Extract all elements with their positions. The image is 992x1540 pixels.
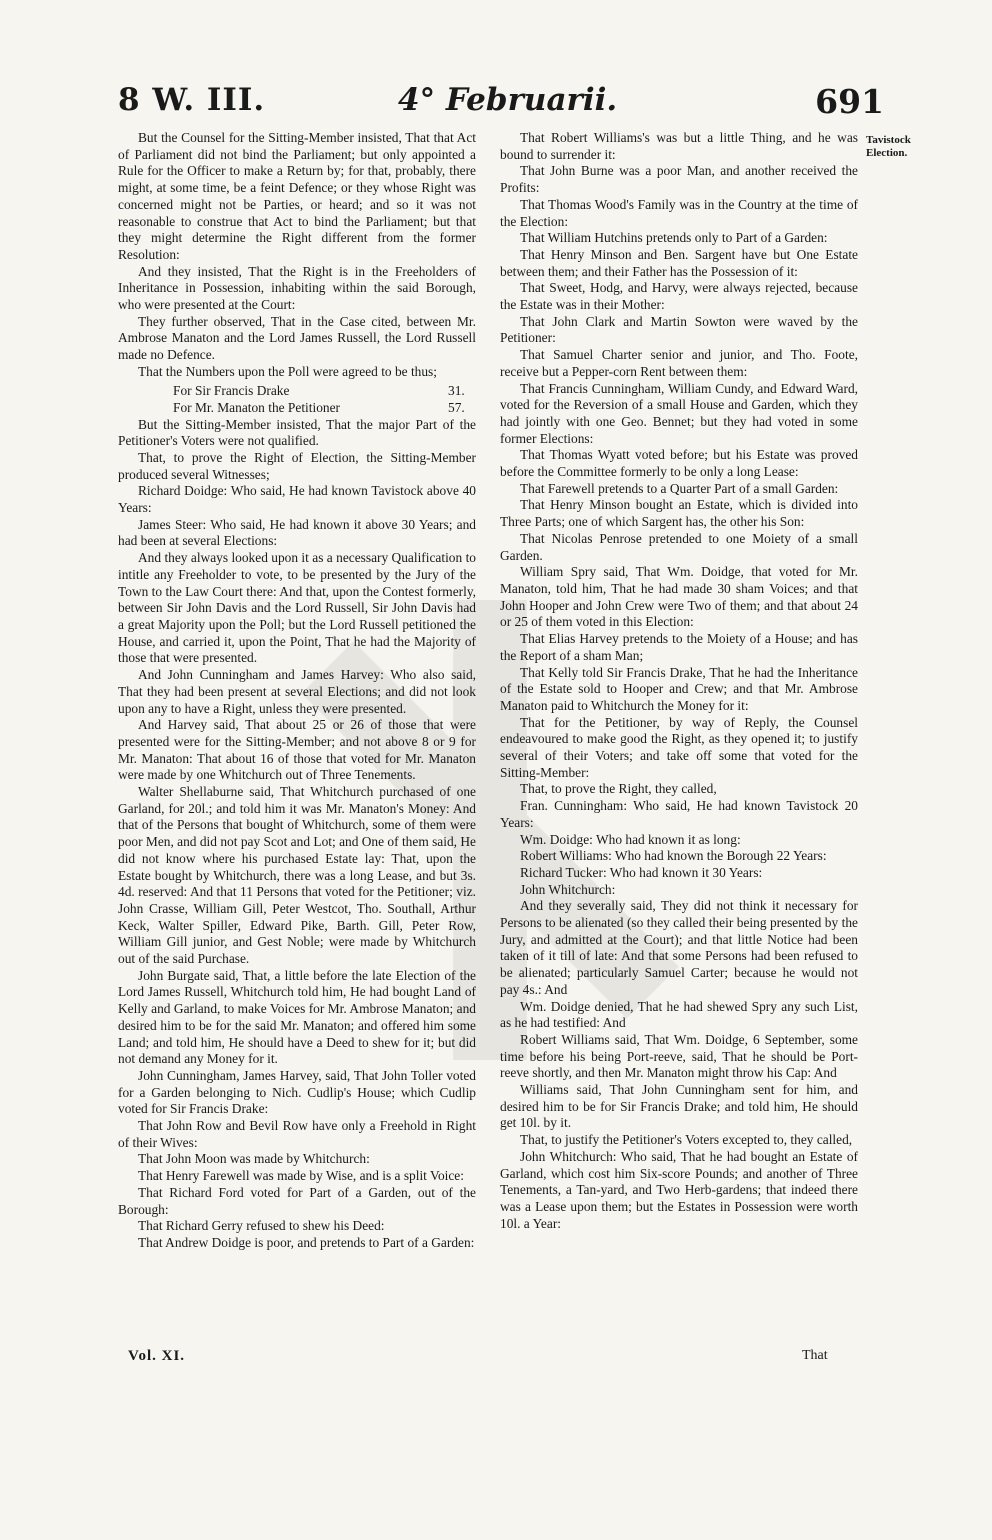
poll-row [118, 383, 476, 400]
date-heading: 4° Februarii. [398, 82, 618, 118]
poll-table [118, 383, 476, 417]
paragraph: That Samuel Charter senior and junior, and Tho. Foote, receive but a Pepper-corn Rent between them: [500, 347, 858, 379]
paragraph: That Andrew Doidge is poor, and pretends to Part of a Garden: [138, 1235, 475, 1250]
paragraph: That Francis Cunningham, William Cundy, and Edward Ward, voted for the Reversion of a small House and Garden, which they had jointly with one Geo. Bennet; but they had voted in some former Elections: [500, 380, 858, 446]
paragraph: That Richard Ford voted for Part of a Garden, out of the Borough: [118, 1184, 476, 1217]
paragraph: They further observed, That in the Case cited, between Mr. Ambrose Manaton and the Lord James Russell, the Lord Russell made no Defence. [118, 313, 476, 363]
paragraph: That, to justify the Petitioner's Voters excepted to, they called, [520, 1132, 853, 1148]
paragraph: That John Burne was a poor Man, and another received the Profits: [500, 163, 858, 196]
paragraph: That, to prove the Right of Election, the Sitting-Member produced several Witnesses; [118, 449, 476, 482]
paragraph: That Henry Minson bought an Estate, which is divided into Three Parts; one of which Sargent has, the other his Son: [500, 497, 858, 530]
paragraph: That Nicolas Penrose pretended to one Moiety of a small Garden. [500, 530, 858, 563]
paragraph: That Richard Gerry refused to shew his Deed: [138, 1218, 385, 1234]
paragraph: That Henry Minson and Ben. Sargent have but One Estate between them; and their Father has the Possession of it: [500, 246, 858, 279]
paragraph: John Burgate said, That, a little before the late Election of the Lord James Russell, Whitchurch told him, He had bought Land of Kelly and Garland, to make Voices for Mr. Ambrose Manaton; and desired him to be for the said Mr. Manaton; and offered him some Land; and told him, He should have a Deed to shew for it; but did not demand any Money for it. [118, 967, 476, 1067]
paragraph: And they severally said, They did not think it necessary for Persons to be alienated (so they called their being presented by the Jury, and admitted at the Court); and that little Notice had been taken of it till of late: And that some Persons had been refused to be alienated; particularly Samuel Carter; because he would not pay 4s.: And [500, 898, 858, 997]
paragraph: That Sweet, Hodg, and Harvy, were always rejected, because the Estate was in their Mother: [500, 280, 858, 313]
volume-signature: Vol. XI. [128, 1348, 186, 1364]
paragraph: That William Hutchins pretends only to Part of a Garden: [520, 230, 828, 246]
paragraph: That Thomas Wood's Family was in the Country at the time of the Election: [500, 196, 858, 229]
page-number: 691 [815, 82, 884, 121]
regnal-year: 8 W. III. [118, 82, 266, 118]
paragraph: Walter Shellaburne said, That Whitchurch purchased of one Garland, for 20l.; and told him it was Mr. Manaton's Money: And that of the Persons that bought of Whitchurch, some of them were poor Men, and did not pay Scot and Lot; and One of them said, He did not know where his purchased Estate lay: That, upon the Estate bought by Whitchurch, there was a long Lease, and but 3s. 4d. reserved: And that 11 Persons that voted for the Petitioner; viz. John Crasse, William Gill, Peter Westcot, Tho. Southall, Arthur Keck, Walter Spiller, Edward Pike, Barth. Gill, Peter Row, William Gill junior, and Gest Noble; were made by Whitchurch out of the said Purchase. [118, 784, 476, 967]
paragraph: John Whitchurch: [520, 881, 616, 897]
paragraph: That Farewell pretends to a Quarter Part of a small Garden: [520, 480, 839, 496]
paragraph: James Steer: Who said, He had known it above 30 Years; and had been at several Elections: [118, 516, 476, 549]
paragraph: John Whitchurch: Who said, That he had bought an Estate of Garland, which cost him Six-score Pounds; and another of Three Tenements, a Tan-yard, and Two Herb-gardens; that indeed there was a Lease upon them; but the Estates in Possession were worth 10l. a Year: [500, 1148, 858, 1231]
paragraph: That, to prove the Right, they called, [520, 781, 717, 797]
right-column [500, 130, 858, 1232]
paragraph: But the Sitting-Member insisted, That the major Part of the Petitioner's Voters were not qualified. [118, 416, 476, 449]
paragraph: John Cunningham, James Harvey, said, That John Toller voted for a Garden belonging to Nich. Cudlip's House; which Cudlip voted for Sir Francis Drake: [118, 1067, 476, 1117]
paragraph: Wm. Doidge: Who had known it as long: [520, 831, 741, 847]
paragraph: And they insisted, That the Right is in the Freeholders of Inheritance in Possession, inhabiting within the said Borough, who were presented at the Court: [118, 263, 476, 313]
paragraph: That John Moon was made by Whitchurch: [138, 1151, 370, 1167]
poll-value: 31. [448, 382, 465, 398]
paragraph: William Spry said, That Wm. Doidge, that voted for Mr. Manaton, told him, That he had made 30 sham Voices; and that John Hooper and John Crew were Two of them; and that about 24 or 25 of them voted in this Election: [500, 564, 858, 630]
paragraph: Wm. Doidge denied, That he had shewed Spry any such List, as he had testified: And [500, 998, 858, 1031]
paragraph: Robert Williams said, That Wm. Doidge, 6 September, some time before his being Port-reeve, said, That he should be Port-reeve shortly, and then Mr. Manaton might throw his Cap: And [500, 1031, 858, 1081]
paragraph: That the Numbers upon the Poll were agreed to be thus; [138, 363, 437, 379]
paragraph: Robert Williams: Who had known the Borough 22 Years: [520, 848, 827, 864]
paragraph: Richard Tucker: Who had known it 30 Years: [520, 864, 763, 880]
paragraph: Fran. Cunningham: Who said, He had known Tavistock 20 Years: [500, 798, 858, 830]
page-header [118, 80, 884, 121]
poll-row [118, 400, 476, 417]
paragraph: That John Row and Bevil Row have only a Freehold in Right of their Wives: [118, 1118, 476, 1150]
poll-value: 57. [448, 399, 465, 415]
paragraph: That Robert Williams's was but a little Thing, and he was bound to surrender it: [500, 130, 858, 162]
paragraph: That Thomas Wyatt voted before; but his Estate was proved before the Committee formerly to be only a long Lease: [500, 447, 858, 480]
paragraph: And Harvey said, That about 25 or 26 of those that were presented were for the Sitting-Member; and not above 8 or 9 for Mr. Manaton: That about 16 of those that voted for Mr. Manaton were made by one Whitchurch out of Three Tenements. [118, 717, 476, 783]
paragraph: That Elias Harvey pretends to the Moiety of a House; and has the Report of a sham Man; [500, 631, 858, 663]
paragraph: Williams said, That John Cunningham sent for him, and desired him to be for Sir Francis Drake; and told him, He should get 10l. by it. [500, 1082, 858, 1131]
paragraph: And they always looked upon it as a necessary Qualification to intitle any Freeholder to vote, to be presented by the Jury of the Town to the Law Court there: And that, upon the Contest formerly, between Sir John Davis and the Lord Russell, Sir John Davis had a great Majority upon the Poll; but the Lord Russell petitioned the House, and carried it, upon the Point, That he had the Majority of those that were presented. [118, 550, 476, 666]
left-column [118, 130, 476, 1252]
paragraph: That John Clark and Martin Sowton were waved by the Petitioner: [500, 313, 858, 346]
paragraph: That Henry Farewell was made by Wise, and is a split Voice: [138, 1168, 464, 1184]
catchword: That [802, 1348, 828, 1363]
paragraph: That Kelly told Sir Francis Drake, That he had the Inheritance of the Estate sold to Hooper and Crew; and that Mr. Ambrose Manaton paid to Whitchurch the Money for it: [500, 664, 858, 713]
poll-label: For Sir Francis Drake [173, 382, 290, 398]
paragraph: That for the Petitioner, by way of Reply, the Counsel endeavoured to make good the Right, as they opened it; to justify several of their Voters; and take off some that voted for the Sitting-Member: [500, 714, 858, 780]
poll-label: For Mr. Manaton the Petitioner [173, 399, 340, 415]
margin-note: Tavistock Election. [866, 134, 911, 159]
paragraph: Richard Doidge: Who said, He had known Tavistock above 40 Years: [118, 483, 476, 516]
paragraph: But the Counsel for the Sitting-Member insisted, That that Act of Parliament did not bind the Parliament; but only appointed a Rule for the Officer to make a Return by; for that, probably, there might, at some time, be a feint Defence; or they whose Right was concerned might not be Parties, or heard; and so it was not reasonable to construe that Act to bind the Parliament; but that they might determine the Right different from the former Resolution: [118, 130, 476, 262]
paragraph: And John Cunningham and James Harvey: Who also said, That they had been present at several Elections; and did not look upon any to have a Right, unless they were presented. [118, 667, 476, 716]
